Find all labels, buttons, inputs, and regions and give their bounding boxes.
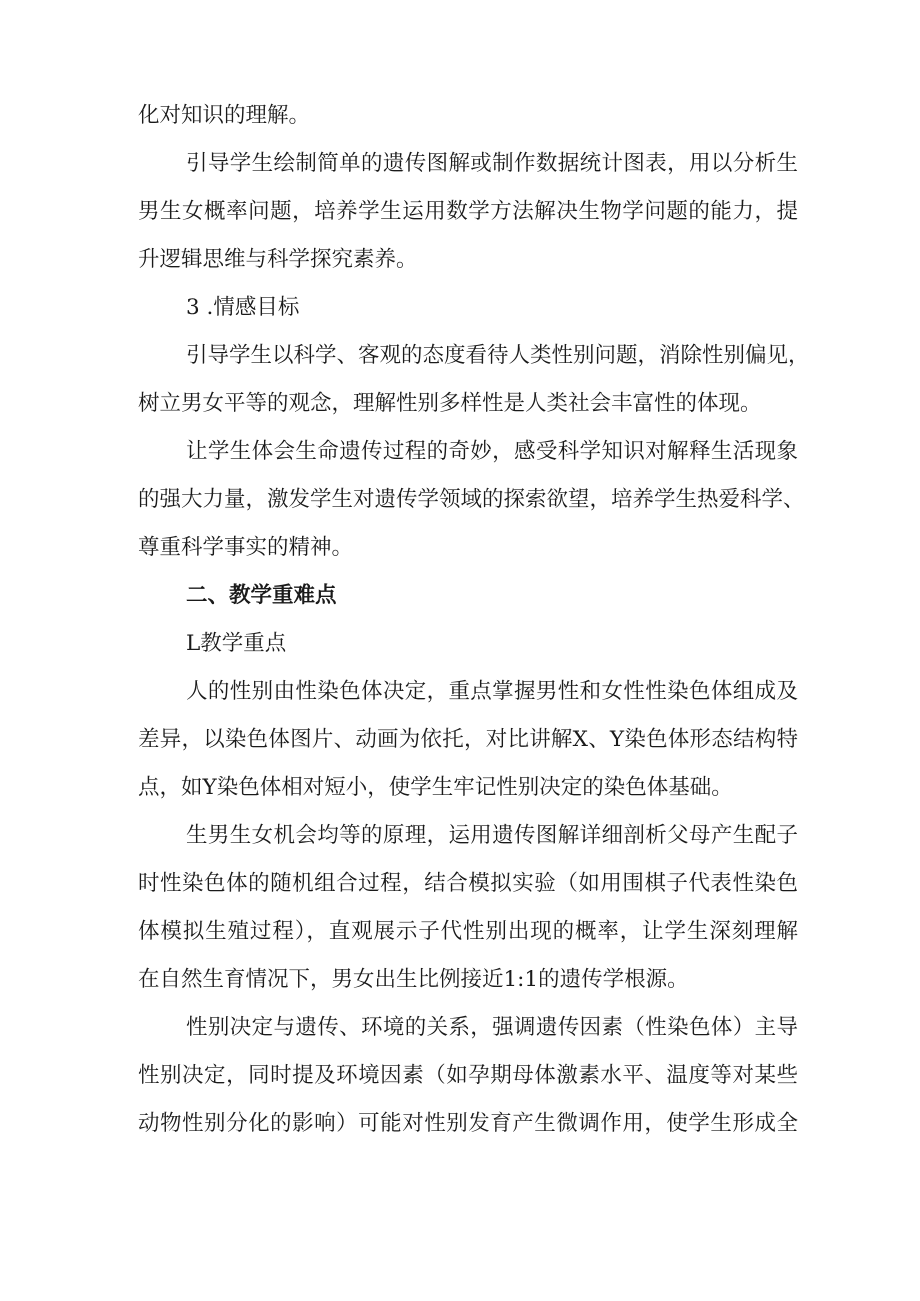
text-line: 动物性别分化的影响）可能对性别发育产生微调作用，使学生形成全 [138,1111,798,1136]
text-line: 树立男女平等的观念，理解性别多样性是人类社会丰富性的体现。 [138,391,762,416]
text-line: 生男生女机会均等的原理，运用遗传图解详细剖析父母产生配子 [186,823,798,848]
section-heading: 3 .情感目标 [186,295,300,320]
text-line: 性别决定，同时提及环境因素（如孕期母体激素水平、温度等对某些 [138,1063,798,1088]
text-line: 体模拟生殖过程），直观展示子代性别出现的概率，让学生深刻理解 [138,919,798,944]
subsection-heading: L教学重点 [186,631,287,656]
text-line: 时性染色体的随机组合过程，结合模拟实验（如用围棋子代表性染色 [138,871,798,896]
text-line: 引导学生以科学、客观的态度看待人类性别问题，消除性别偏见， [186,343,810,368]
text-line: 让学生体会生命遗传过程的奇妙，感受科学知识对解释生活现象 [186,439,798,464]
text-line: 差异，以染色体图片、动画为依托，对比讲解X、Y染色体形态结构特 [138,727,798,752]
text-line: 点，如Y染色体相对短小，使学生牢记性别决定的染色体基础。 [138,775,733,800]
text-line: 化对知识的理解。 [138,103,311,128]
text-line: 男生女概率问题，培养学生运用数学方法解决生物学问题的能力，提 [138,199,798,224]
text-line: 人的性别由性染色体决定，重点掌握男性和女性性染色体组成及 [186,679,798,704]
text-line: 尊重科学事实的精神。 [138,535,354,560]
text-line: 的强大力量，激发学生对遗传学领域的探索欲望，培养学生热爱科学、 [138,487,805,512]
text-line: 引导学生绘制简单的遗传图解或制作数据统计图表，用以分析生 [186,151,798,176]
text-line: 在自然生育情况下，男女出生比例接近1:1的遗传学根源。 [138,967,689,992]
section-heading: 二、教学重难点 [186,583,337,608]
text-line: 升逻辑思维与科学探究素养。 [138,247,418,272]
text-line: 性别决定与遗传、环境的关系，强调遗传因素（性染色体）主导 [186,1015,798,1040]
